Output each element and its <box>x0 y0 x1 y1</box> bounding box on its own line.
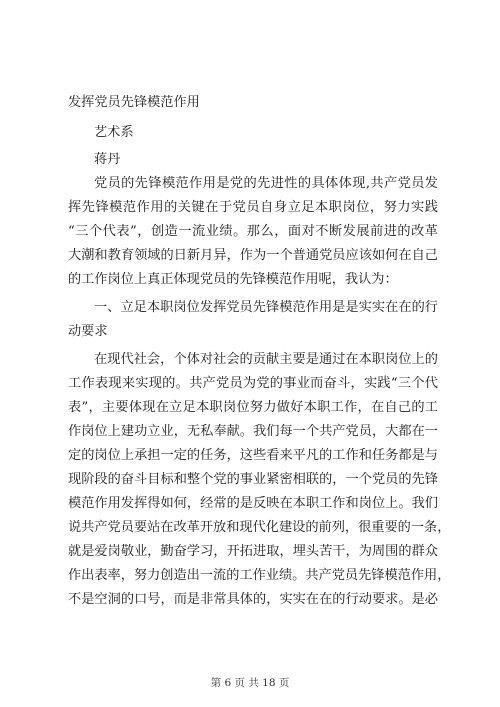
paragraph-line: 大潮和教育领域的日新月异，作为一个普通党员应该如何在自己 <box>68 248 438 263</box>
paragraph-line: 党员的先锋模范作用是党的先进性的具体体现,共产党员发 <box>94 176 438 191</box>
page-number-footer: 第 6 页 共 18 页 <box>210 677 290 689</box>
paragraph-line: 就是爱岗敬业，勤奋学习，开拓进取，埋头苦干，为周围的群众 <box>68 544 438 559</box>
paragraph-line: “三个代表”，创造一流业绩。那么，面对不断发展前进的改革 <box>68 224 438 239</box>
paragraph-line: 作岗位上建功立业，无私奉献。我们每一个共产党员，大都在一 <box>68 424 438 439</box>
section-heading-line: 一、立足本职岗位发挥党员先锋模范作用是是实实在在的行 <box>94 300 438 315</box>
paragraph-line: 不是空洞的口号，而是非常具体的，实实在在的行动要求。是必 <box>68 592 438 607</box>
paragraph-line: 说共产党员要站在改革开放和现代化建设的前列，很重要的一条， <box>68 520 451 535</box>
department-label: 艺术系 <box>94 125 134 140</box>
paragraph-line: 在现代社会，个体对社会的贡献主要是通过在本职岗位上的 <box>94 352 438 367</box>
document-title: 发挥党员先锋模范作用 <box>68 95 200 110</box>
paragraph-line: 工作表现来实现的。共产党员为党的事业而奋斗，实践“三个代 <box>68 376 438 391</box>
section-heading-line: 动要求 <box>68 324 108 339</box>
author-name: 蒋丹 <box>94 152 121 167</box>
paragraph-line: 定的岗位上承担一定的任务，这些看来平凡的工作和任务都是与 <box>68 448 438 463</box>
paragraph-line: 作出表率，努力创造出一流的工作业绩。共产党员先锋模范作用， <box>68 568 451 583</box>
paragraph-line: 模范作用发挥得如何，经常的是反映在本职工作和岗位上。我们 <box>68 496 438 511</box>
paragraph-line: 表”，主要体现在立足本职岗位努力做好本职工作，在自己的工 <box>68 400 438 415</box>
paragraph-line: 挥先锋模范作用的关键在于党员自身立足本职岗位，努力实践 <box>68 200 438 215</box>
paragraph-line: 现阶段的奋斗目标和整个党的事业紧密相联的，一个党员的先锋 <box>68 472 438 487</box>
paragraph-line: 的工作岗位上真正体现党员的先锋模范作用呢，我认为： <box>68 272 398 287</box>
